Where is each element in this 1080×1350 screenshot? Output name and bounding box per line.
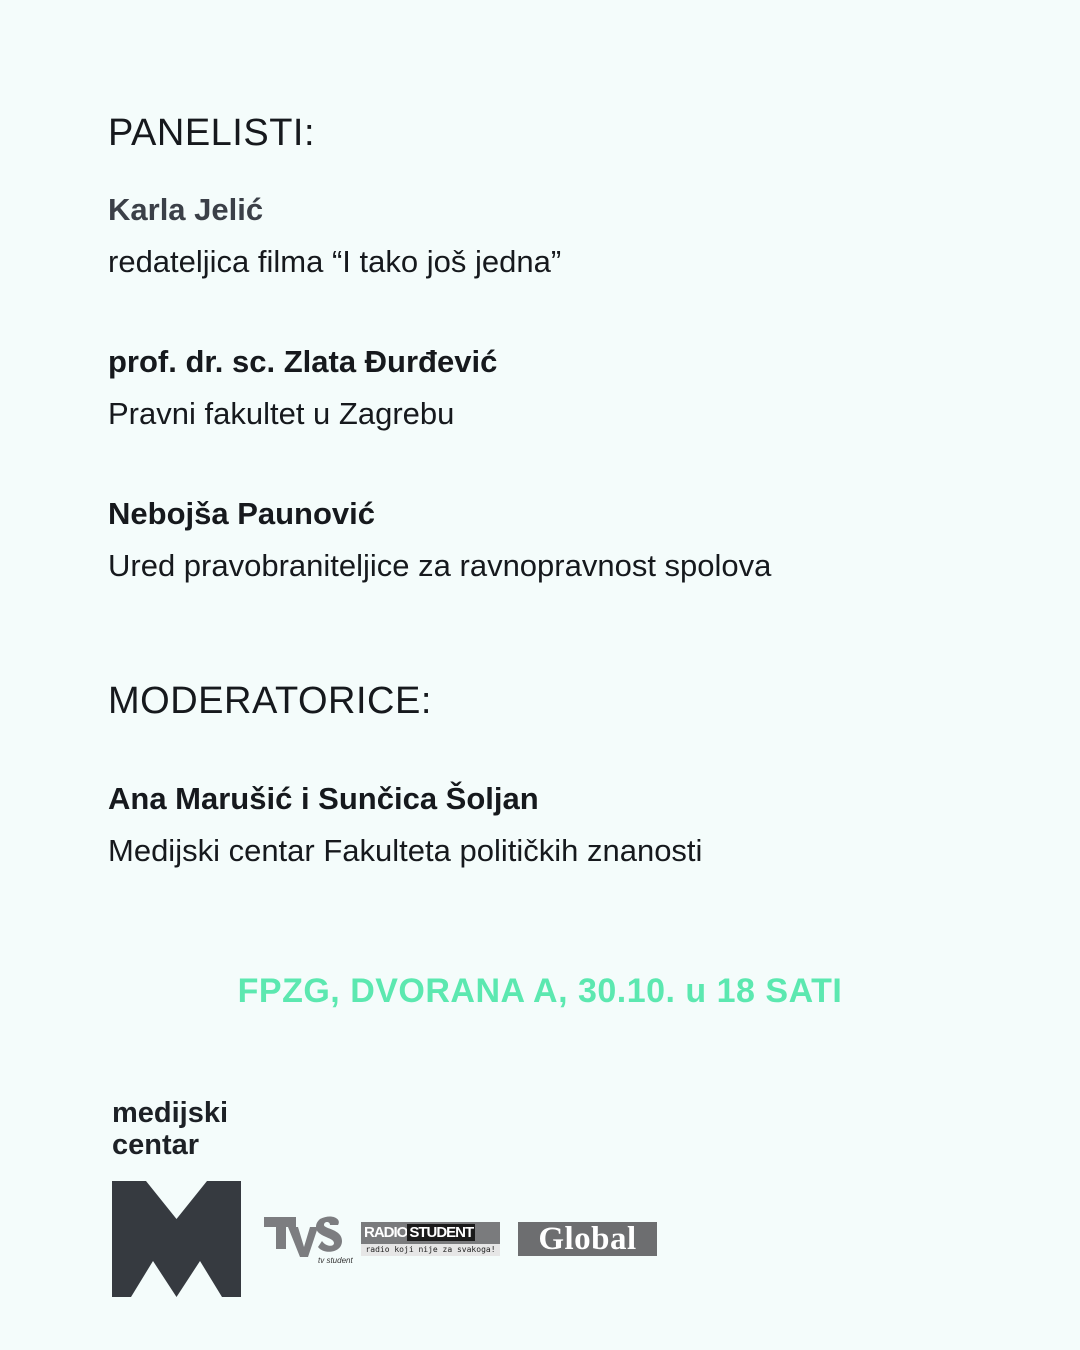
moderators-role: Medijski centar Fakulteta političkih znanosti bbox=[108, 833, 703, 868]
tv-student-caption: tv student bbox=[318, 1256, 353, 1265]
medijski-centar-m-logo bbox=[112, 1181, 241, 1297]
panelist-role: redateljica filma “I tako još jedna” bbox=[108, 244, 562, 279]
panelist-name: Nebojša Paunović bbox=[108, 496, 376, 531]
event-info: FPZG, DVORANA A, 30.10. u 18 SATI bbox=[237, 972, 843, 1010]
radio-tagline: radio koji nije za svakoga! bbox=[361, 1244, 500, 1256]
radio-logo-part-b: STUDENT bbox=[409, 1224, 474, 1241]
radio-student-logo bbox=[361, 1222, 500, 1256]
medijski-centar-line1: medijski bbox=[112, 1097, 229, 1129]
panelists-heading: PANELISTI: bbox=[108, 112, 316, 154]
panelist-role: Ured pravobraniteljice za ravnopravnost spolova bbox=[108, 548, 772, 583]
tv-student-logo bbox=[262, 1213, 353, 1265]
panelist-name: Karla Jelić bbox=[108, 192, 264, 227]
moderators-heading: MODERATORICE: bbox=[108, 680, 432, 722]
panelist-role: Pravni fakultet u Zagrebu bbox=[108, 396, 455, 431]
medijski-centar-line2: centar bbox=[112, 1129, 200, 1161]
panelist-name: prof. dr. sc. Zlata Đurđević bbox=[108, 344, 498, 379]
global-logo: Global bbox=[518, 1222, 657, 1256]
radio-logo-part-a: RADIO bbox=[364, 1224, 408, 1241]
moderators-name: Ana Marušić i Sunčica Šoljan bbox=[108, 781, 539, 816]
medijski-centar-text bbox=[112, 1097, 228, 1161]
